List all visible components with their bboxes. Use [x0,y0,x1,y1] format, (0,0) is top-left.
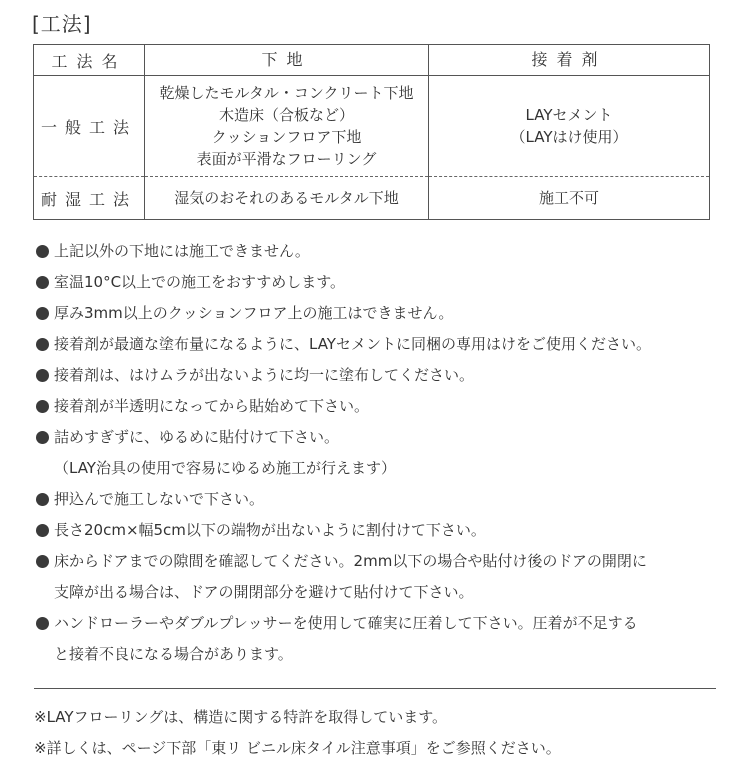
method-cell: 一般工法 [34,76,145,177]
adhesive-cell [429,177,710,220]
notes-list [34,236,734,670]
bullet-icon [36,307,49,320]
bullet-icon [36,524,49,537]
header-method: 工法名 [34,45,145,76]
adhesive-cell [429,76,710,177]
table-header-row [34,45,710,76]
header-substrate: 下地 [145,45,429,76]
note-text: 床からドアまでの隙間を確認してください。2mm以下の場合や貼付け後のドアの開閉に [54,552,647,570]
list-item [34,236,734,267]
footnote-patent: ※LAYフローリングは、構造に関する特許を取得しています。 [34,708,448,726]
substrate-line: 湿気のおそれのあるモルタル下地 [174,189,399,207]
bullet-icon [36,493,49,506]
construction-method-table [33,44,710,220]
bullet-icon [36,369,49,382]
substrate-line: 木造床（合板など） [218,106,354,124]
substrate-line: 表面が平滑なフローリング [196,150,377,168]
bullet-icon [36,431,49,444]
note-text: 厚み3mm以上のクッションフロア上の施工はできません。 [54,304,454,322]
substrate-line: クッションフロア下地 [211,128,362,146]
note-text-continued: 支障が出る場合は、ドアの開閉部分を避けて貼付けて下さい。 [54,583,474,601]
note-text: 上記以外の下地には施工できません。 [54,242,310,260]
header-adhesive: 接着剤 [429,45,710,76]
list-item [34,298,734,329]
list-item [34,329,734,360]
note-text: ハンドローラーやダブルプレッサーを使用して確実に圧着して下さい。圧着が不足する [54,614,638,632]
divider [34,688,716,689]
section-heading: [工法] [32,12,92,36]
note-text: 詰めすぎずに、ゆるめに貼付けて下さい。 [54,428,340,446]
bullet-icon [36,338,49,351]
list-item [34,360,734,391]
list-item [34,515,734,546]
method-cell: 耐湿工法 [34,177,145,220]
note-text: 室温10°C以上での施工をおすすめします。 [54,273,346,291]
note-text-continued: と接着不良になる場合があります。 [54,645,293,663]
note-text: 接着剤が最適な塗布量になるように、LAYセメントに同梱の専用はけをご使用ください。 [54,335,651,353]
substrate-cell [145,76,429,177]
bullet-icon [36,276,49,289]
adhesive-line: 施工不可 [538,189,599,207]
adhesive-line: （LAYはけ使用） [510,128,628,146]
list-item [34,391,734,422]
bullet-icon [36,617,49,630]
adhesive-line: LAYセメント [525,106,613,124]
note-text: 接着剤は、はけムラが出ないように均一に塗布してください。 [54,366,475,384]
list-item [34,267,734,298]
bullet-icon [36,245,49,258]
note-text: 接着剤が半透明になってから貼始めて下さい。 [54,397,370,415]
list-item [34,546,734,608]
bullet-icon [36,555,49,568]
note-text: 押込んで施工しないで下さい。 [54,490,265,508]
note-text: 長さ20cm×幅5cm以下の端物が出ないように割付けて下さい。 [54,521,486,539]
note-text-continued: （LAY治具の使用で容易にゆるめ施工が行えます） [54,459,396,477]
list-item [34,484,734,515]
bullet-icon [36,400,49,413]
list-item [34,608,734,670]
table-row [34,76,710,177]
table-row [34,177,710,220]
substrate-cell [145,177,429,220]
list-item [34,422,734,484]
footnote-reference: ※詳しくは、ページ下部「東リ ビニル床タイル注意事項」をご参照ください。 [34,739,561,757]
substrate-line: 乾燥したモルタル・コンクリート下地 [159,84,414,102]
